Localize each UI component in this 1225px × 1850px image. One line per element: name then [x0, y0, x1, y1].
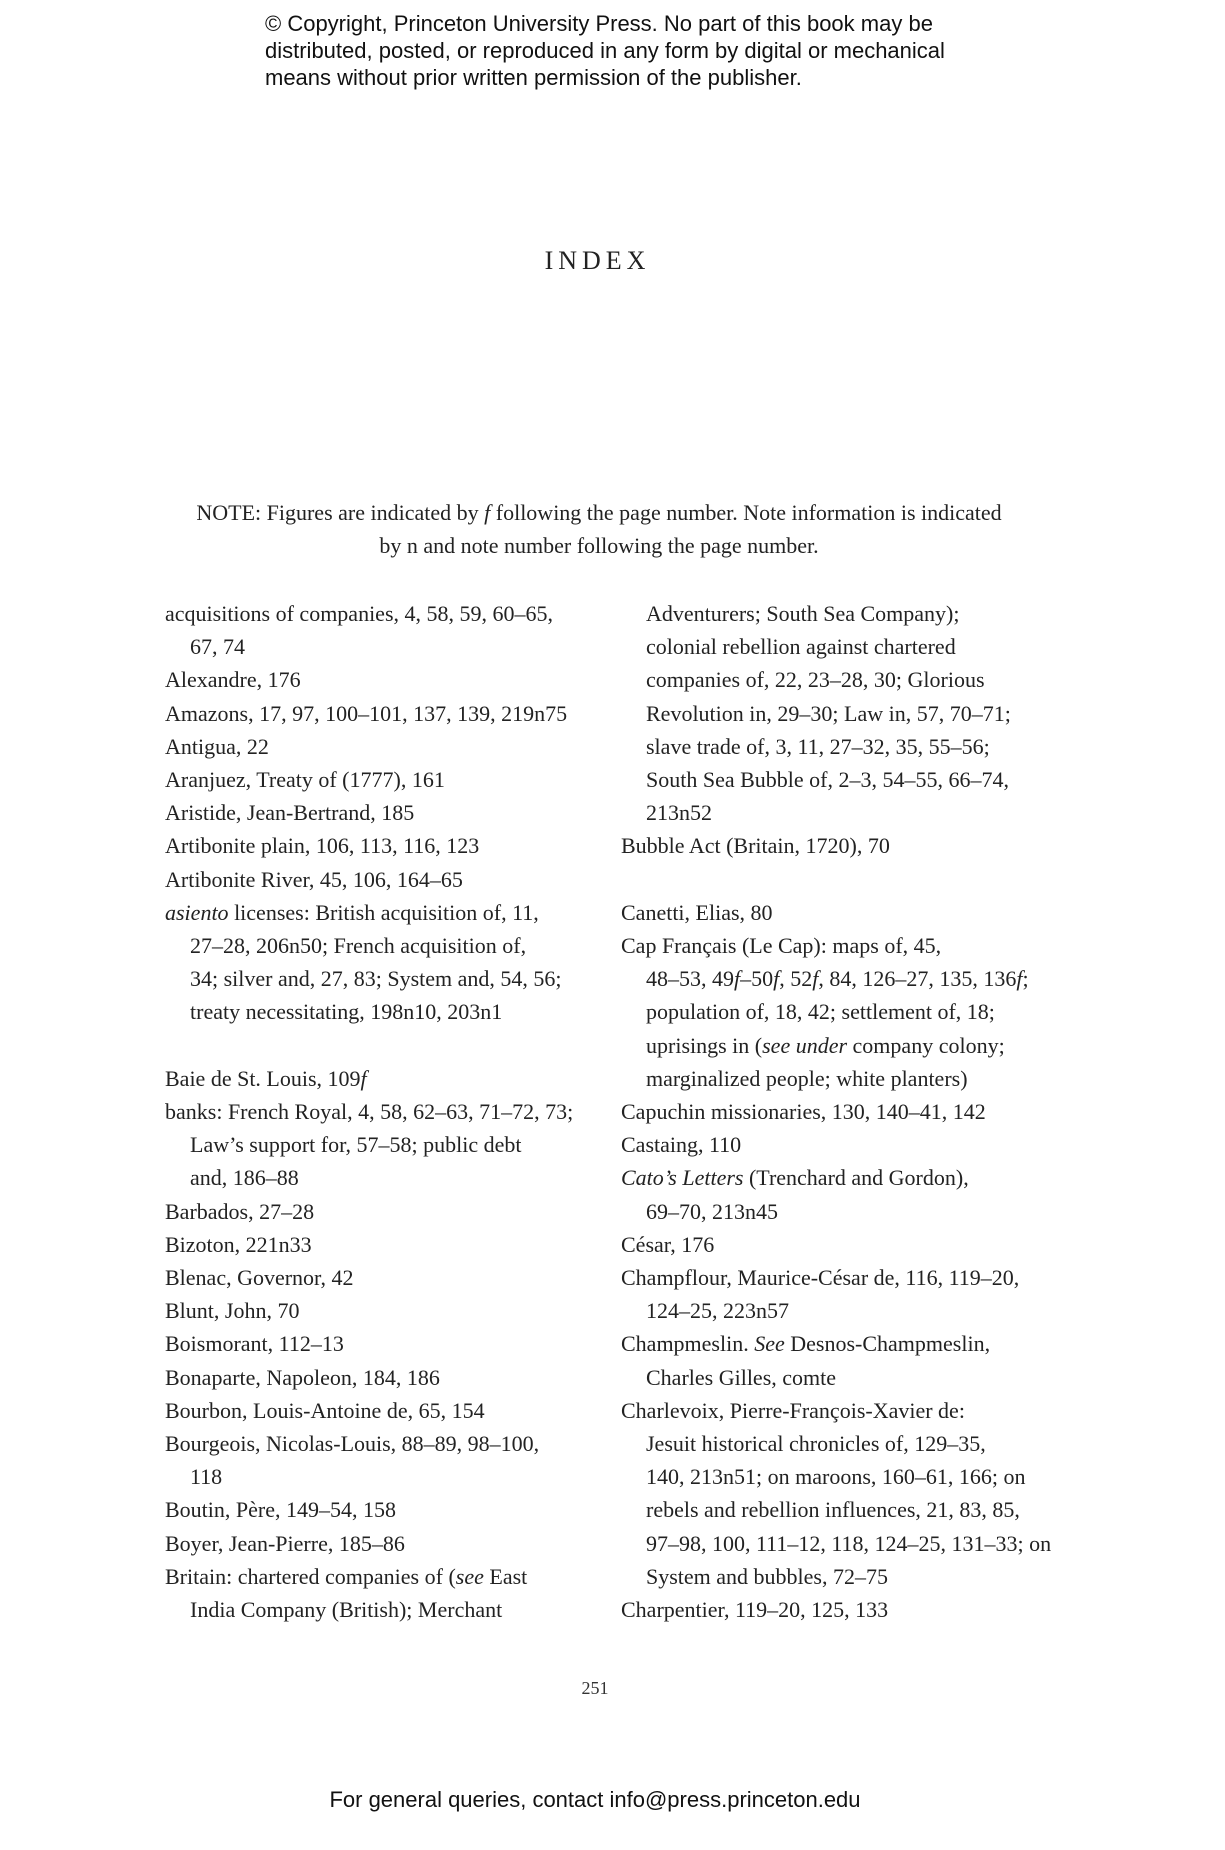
note-text: following the page number. Note information is indicated [490, 500, 1002, 525]
index-entry: Charpentier, 119–20, 125, 133 [621, 1597, 889, 1623]
index-entry: Bubble Act (Britain, 1720), 70 [621, 833, 890, 859]
index-note [160, 496, 1038, 562]
index-entry: Artibonite River, 45, 106, 164–65 [165, 866, 463, 892]
index-column-left [165, 597, 593, 1626]
page-title: INDEX [544, 246, 651, 275]
page-number: 251 [581, 1678, 609, 1698]
index-column-right [621, 597, 1052, 1626]
index-entry: Charlevoix, Pierre-François-Xavier de: Jesuit historical chronicles of, 129–35, 140, 213n51; on maroons, 160–61, 166; on rebels and rebellion influences, 21, 83, 85, 97–98, 100, 111–12, 118, 124–25, 131–33; on System and bubbles, 72–75 [621, 1397, 1052, 1589]
index-entry: Britain: chartered companies of (see East India Company (British); Merchant [165, 1563, 528, 1623]
index-entry: Alexandre, 176 [165, 667, 301, 693]
index-entry: Boutin, Père, 149–54, 158 [165, 1497, 396, 1523]
index-entry: asiento licenses: British acquisition of, 11, 27–28, 206n50; French acquisition of, 34; silver and, 27, 83; System and, 54, 56; treaty necessitating, 198n10, 203n1 [165, 899, 562, 1025]
index-entry: Bourbon, Louis-Antoine de, 65, 154 [165, 1397, 485, 1423]
index-entry: Artibonite plain, 106, 113, 116, 123 [165, 833, 480, 859]
index-entry: Champflour, Maurice-César de, 116, 119–20, 124–25, 223n57 [621, 1265, 1020, 1324]
index-entry: acquisitions of companies, 4, 58, 59, 60–65, 67, 74 [165, 601, 554, 660]
index-entry: Barbados, 27–28 [165, 1198, 315, 1224]
note-text: by n and note number following the page number. [379, 533, 819, 558]
index-entry: Bizoton, 221n33 [165, 1231, 312, 1257]
copyright-line: © Copyright, Princeton University Press. No part of this book may be [265, 11, 933, 36]
copyright-line: means without prior written permission of the publisher. [265, 65, 802, 90]
index-entry: Canetti, Elias, 80 [621, 899, 773, 925]
index-entry: Antigua, 22 [165, 733, 269, 759]
index-entry-continued: Adventurers; South Sea Company); colonial rebellion against chartered companies of, 22, 23–28, 30; Glorious Revolution in, 29–30; Law in, 57, 70–71; slave trade of, 3, 11, 27–32, 35, 55–56; South Sea Bubble of, 2–3, 54–55, 66–74, 213n52 [646, 601, 1011, 826]
index-entry: Capuchin missionaries, 130, 140–41, 142 [621, 1099, 986, 1125]
index-entry: Amazons, 17, 97, 100–101, 137, 139, 219n75 [165, 700, 568, 726]
letter-group-spacer [165, 1029, 593, 1062]
index-entry: Bonaparte, Napoleon, 184, 186 [165, 1364, 440, 1390]
index-entry: Blenac, Governor, 42 [165, 1265, 354, 1291]
letter-group-spacer [621, 863, 1036, 896]
index-entry: Boyer, Jean-Pierre, 185–86 [165, 1530, 405, 1556]
note-text: NOTE: Figures are indicated by [196, 500, 485, 525]
index-entry: Champmeslin. See Desnos-Champmeslin, Charles Gilles, comte [621, 1331, 991, 1390]
index-entry: Cato’s Letters (Trenchard and Gordon), 69–70, 213n45 [621, 1165, 969, 1224]
copyright-line: distributed, posted, or reproduced in any form by digital or mechanical [265, 38, 945, 63]
index-entry: Bourgeois, Nicolas-Louis, 88–89, 98–100, 118 [165, 1431, 540, 1490]
index-entry: Aristide, Jean-Bertrand, 185 [165, 800, 415, 826]
index-entry: Baie de St. Louis, 109f [165, 1065, 367, 1091]
note-italic-f: f [484, 500, 491, 525]
index-entry: Blunt, John, 70 [165, 1298, 300, 1324]
index-entry: banks: French Royal, 4, 58, 62–63, 71–72, 73; Law’s support for, 57–58; public debt and, 186–88 [165, 1099, 574, 1191]
index-entry: Aranjuez, Treaty of (1777), 161 [165, 767, 445, 793]
index-entry: Cap Français (Le Cap): maps of, 45, 48–53, 49f–50f, 52f, 84, 126–27, 135, 136f; population of, 18, 42; settlement of, 18; uprisings in (see under company colony; marginalized people; white planters) [621, 933, 1029, 1091]
index-entry: Castaing, 110 [621, 1132, 742, 1158]
index-entry: Boismorant, 112–13 [165, 1331, 344, 1357]
contact-footer: For general queries, contact info@press.princeton.edu [329, 1787, 861, 1812]
index-entry: César, 176 [621, 1231, 715, 1257]
copyright-notice [265, 10, 1025, 91]
